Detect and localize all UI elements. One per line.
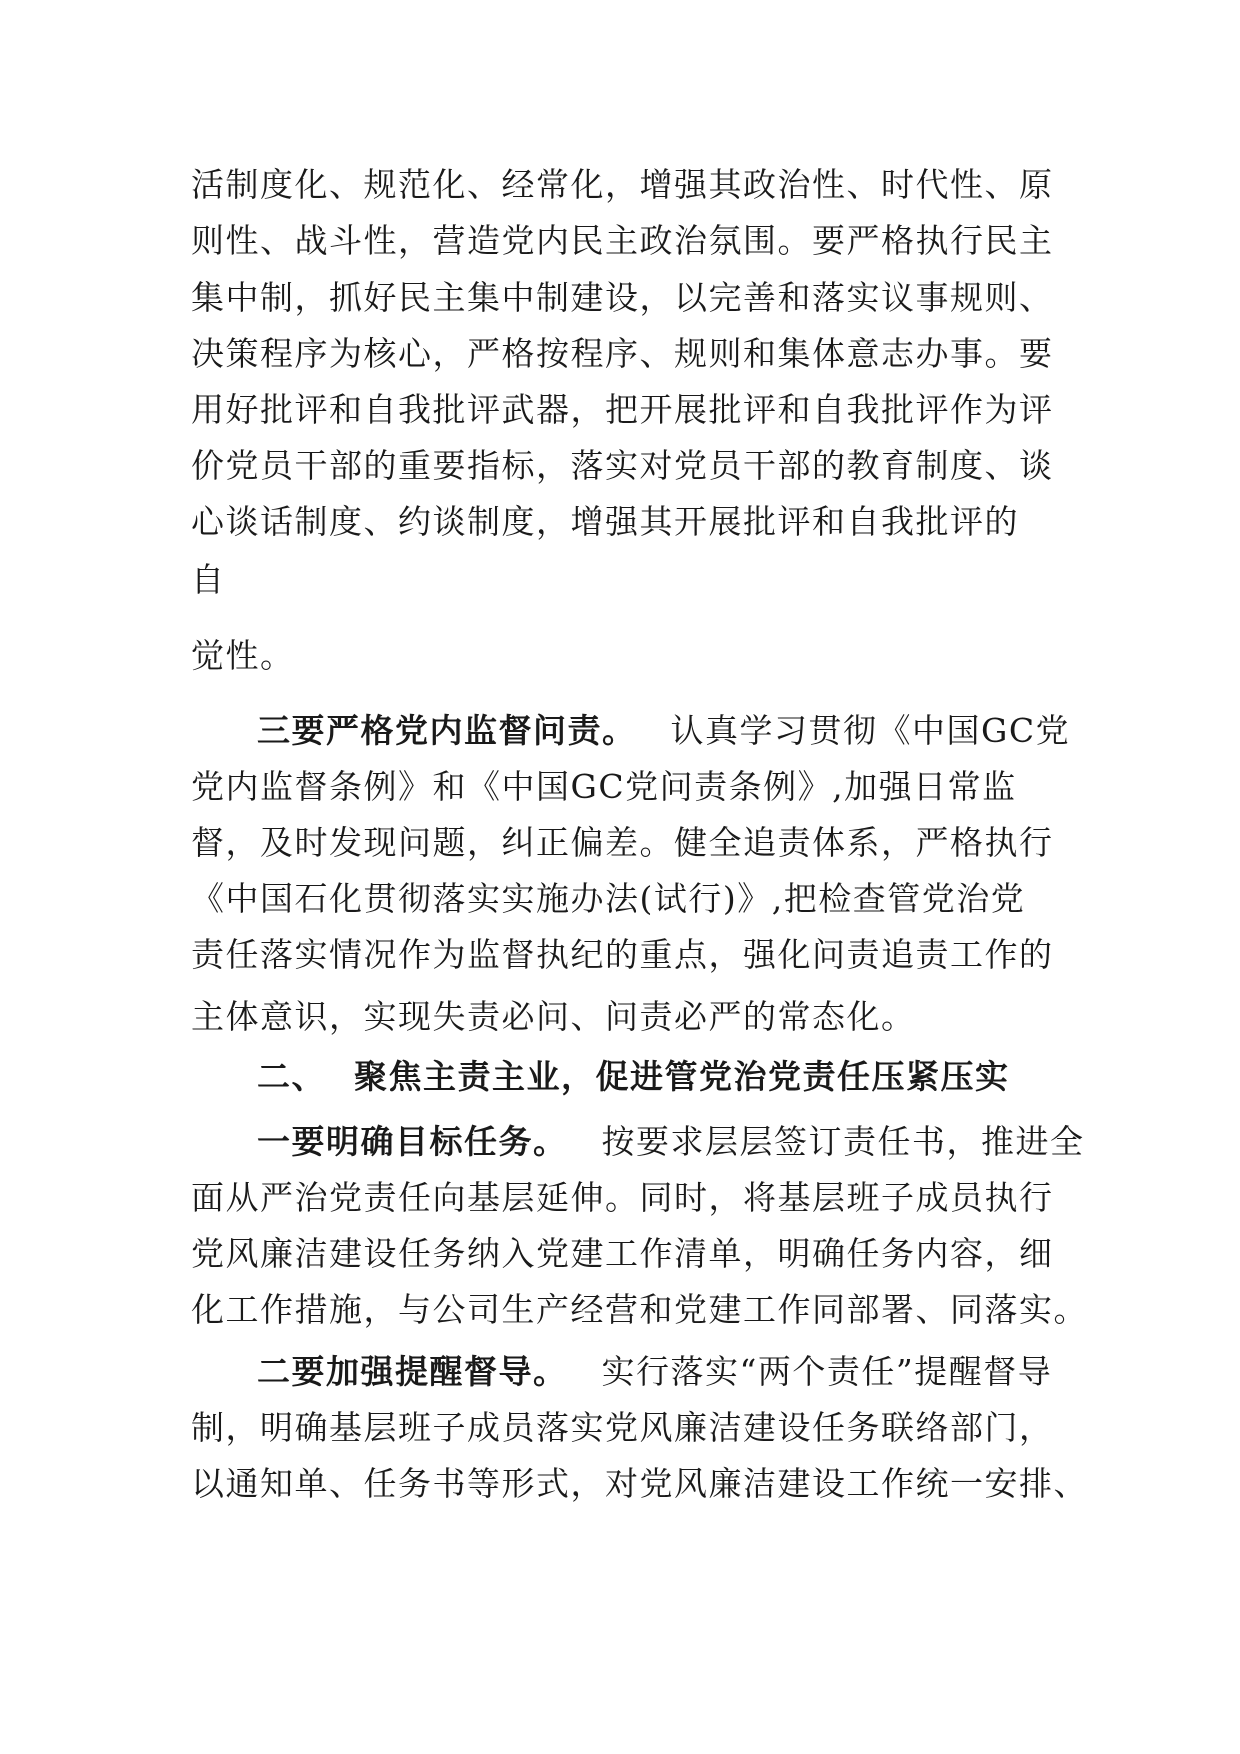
text-line: 自 [191, 560, 226, 599]
text-line: 心谈话制度、约谈制度，增强其开展批评和自我批评的 [191, 502, 1019, 541]
text-line: 《中国石化贯彻落实实施办法(试行)》,把检查管党治党 [191, 879, 1026, 918]
chapter-number: 二、 [257, 1057, 326, 1096]
text-line: 认真学习贯彻《中国GC党 [670, 711, 1071, 750]
item-heading: 二要加强提醒督导。 [257, 1352, 568, 1391]
text-line: 化工作措施，与公司生产经营和党建工作同部署、同落实。 [191, 1290, 1088, 1329]
text-line: 党风廉洁建设任务纳入党建工作清单，明确任务内容，细 [191, 1234, 1054, 1273]
text-line: 用好批评和自我批评武器，把开展批评和自我批评作为评 [191, 390, 1054, 429]
section-heading-line [257, 711, 1070, 751]
text-line: 则性、战斗性，营造党内民主政治氛围。要严格执行民主 [191, 221, 1054, 260]
item-heading-line [257, 1352, 1052, 1392]
text-line: 主体意识，实现失责必问、问责必严的常态化。 [191, 997, 916, 1036]
section-heading: 三要严格党内监督问责。 [257, 711, 637, 750]
chapter-heading [257, 1057, 1010, 1097]
text-line: 责任落实情况作为监督执纪的重点，强化问责追责工作的 [191, 935, 1054, 974]
text-line: 党内监督条例》和《中国GC党问责条例》,加强日常监 [191, 767, 1017, 806]
text-line: 督，及时发现问题，纠正偏差。健全追责体系，严格执行 [191, 823, 1054, 862]
chapter-title: 聚焦主责主业，促进管党治党责任压紧压实 [354, 1057, 1010, 1096]
item-heading-line [257, 1122, 1085, 1162]
text-line: 面从严治党责任向基层延伸。同时，将基层班子成员执行 [191, 1178, 1054, 1217]
text-line: 制，明确基层班子成员落实党风廉洁建设任务联络部门， [191, 1408, 1054, 1447]
text-line: 觉性。 [191, 636, 295, 675]
item-heading: 一要明确目标任务。 [257, 1122, 568, 1161]
text-line: 活制度化、规范化、经常化，增强其政治性、时代性、原 [191, 165, 1054, 204]
text-line: 集中制，抓好民主集中制建设，以完善和落实议事规则、 [191, 278, 1054, 317]
text-line: 决策程序为核心，严格按程序、规则和集体意志办事。要 [191, 334, 1054, 373]
text-line: 实行落实“两个责任”提醒督导 [601, 1352, 1053, 1391]
text-line: 以通知单、任务书等形式，对党风廉洁建设工作统一安排、 [191, 1464, 1088, 1503]
text-line: 价党员干部的重要指标，落实对党员干部的教育制度、谈 [191, 446, 1054, 485]
text-line: 按要求层层签订责任书，推进全 [601, 1122, 1085, 1161]
